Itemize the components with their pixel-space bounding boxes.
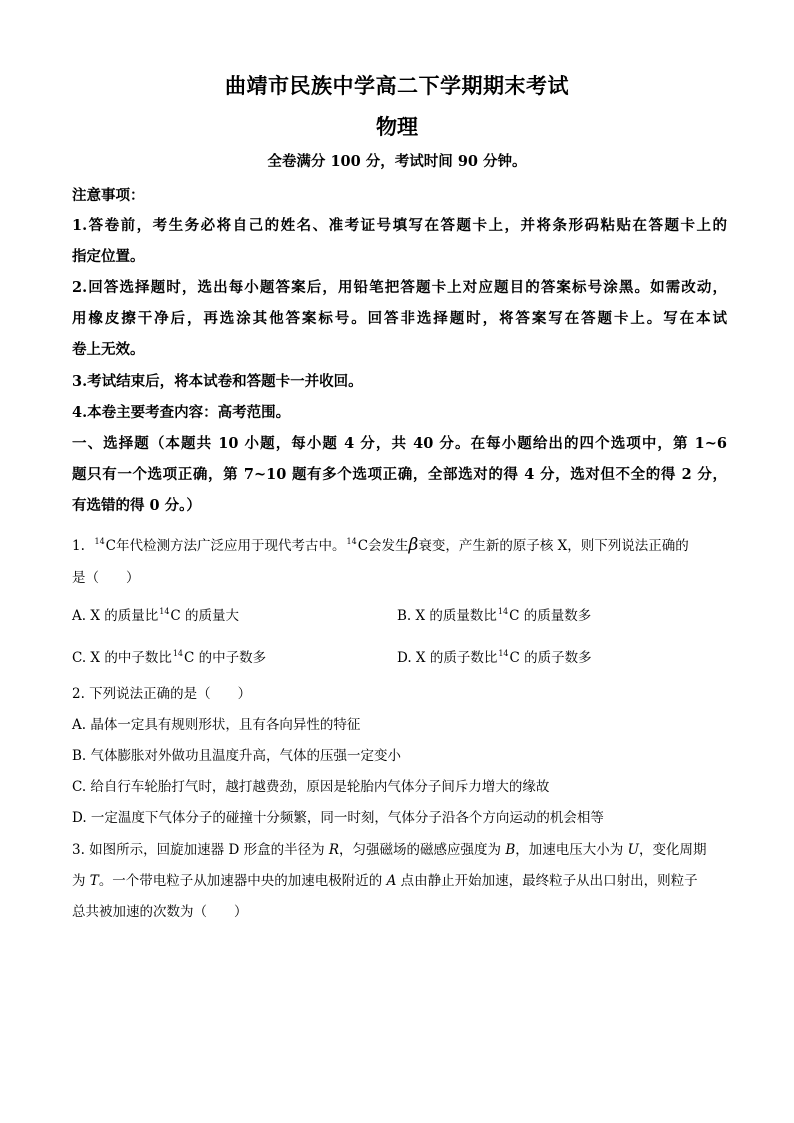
section-1-line-3: 有选错的得 0 分。）	[72, 497, 201, 514]
subject-title: 物理	[376, 114, 418, 139]
question-2-option-d[interactable]: D. 一定温度下气体分子的碰撞十分频繁，同一时刻，气体分子沿各个方向运动的机会相等	[72, 810, 604, 826]
exam-info: 全卷满分 100 分，考试时间 90 分钟。	[267, 153, 527, 170]
beta-symbol: β	[408, 535, 419, 555]
carbon-symbol: C	[105, 538, 117, 554]
question-1-number: 1.	[72, 538, 85, 554]
question-1-option-b[interactable]: B. X 的质量数比$^{14}$C 的质量数多	[397, 607, 592, 624]
note-4: 4.本卷主要考查内容：高考范围。	[72, 404, 291, 421]
carbon-symbol: C	[357, 538, 369, 554]
note-2-line-1: 2.回答选择题时，选出每小题答案后，用铅笔把答题卡上对应题目的答案标号涂黑。如需改动，	[72, 279, 727, 296]
var-U: U	[627, 842, 639, 858]
question-3-stem-line-1: 3. 如图所示，回旋加速器 D 形盒的半径为 R，匀强磁场的磁感应强度为 B，加速电压大小为 U，变化周期	[72, 842, 707, 858]
notes-heading: 注意事项：	[72, 187, 145, 204]
note-2-line-2: 用橡皮擦干净后，再选涂其他答案标号。回答非选择题时，将答案写在答题卡上。写在本试	[72, 310, 727, 327]
carbon-mass-number: 14	[346, 537, 357, 546]
var-R: R	[328, 842, 340, 858]
question-1-stem-line-2: 是（ ）	[72, 570, 140, 586]
question-1-text-a: 年代检测方法广泛应用于现代考古中。	[116, 538, 346, 554]
question-1-stem	[72, 534, 727, 555]
question-1-option-d[interactable]: D. X 的质子数比$^{14}$C 的质子数多	[397, 649, 592, 666]
question-1-option-c[interactable]: C. X 的中子数比$^{14}$C 的中子数多	[72, 649, 267, 666]
section-1-line-2: 题只有一个选项正确，第 7~10 题有多个选项正确，全部选对的得 4 分，选对但不全的得 2 分，	[72, 466, 727, 483]
question-2-option-a[interactable]: A. 晶体一定具有规则形状，且有各向异性的特征	[72, 717, 361, 733]
question-2-stem: 2. 下列说法正确的是（ ）	[72, 686, 252, 702]
question-1-option-a[interactable]: A. X 的质量比$^{14}$C 的质量大	[72, 607, 240, 624]
question-2-option-c[interactable]: C. 给自行车轮胎打气时，越打越费劲，原因是轮胎内气体分子间斥力增大的缘故	[72, 779, 550, 795]
note-1-line-1: 1.答卷前，考生务必将自己的姓名、准考证号填写在答题卡上，并将条形码粘贴在答题卡上的	[72, 217, 727, 234]
carbon-mass-number: 14	[94, 537, 105, 546]
var-T: T	[89, 873, 99, 889]
exam-title: 曲靖市民族中学高二下学期期末考试	[225, 73, 569, 98]
question-1-text-c: 衰变，产生新的原子核 X，则下列说法正确的	[418, 538, 689, 554]
note-1-line-2: 指定位置。	[72, 248, 145, 265]
var-B: B	[505, 842, 516, 858]
question-2-option-b[interactable]: B. 气体膨胀对外做功且温度升高，气体的压强一定变小	[72, 748, 402, 764]
note-2-line-3: 卷上无效。	[72, 341, 145, 358]
note-3: 3.考试结束后，将本试卷和答题卡一并收回。	[72, 373, 363, 390]
question-1-text-b: 会发生	[368, 538, 409, 554]
section-1-line-1: 一、选择题（本题共 10 小题，每小题 4 分，共 40 分。在每小题给出的四个选项中，第 1~6	[72, 435, 727, 452]
question-3-stem-line-3: 总共被加速的次数为（ ）	[72, 904, 248, 920]
question-3-stem-line-2: 为 T。一个带电粒子从加速器中央的加速电极附近的 A 点由静止开始加速，最终粒子从出口射出，则粒子	[72, 873, 698, 889]
var-A: A	[386, 873, 397, 889]
